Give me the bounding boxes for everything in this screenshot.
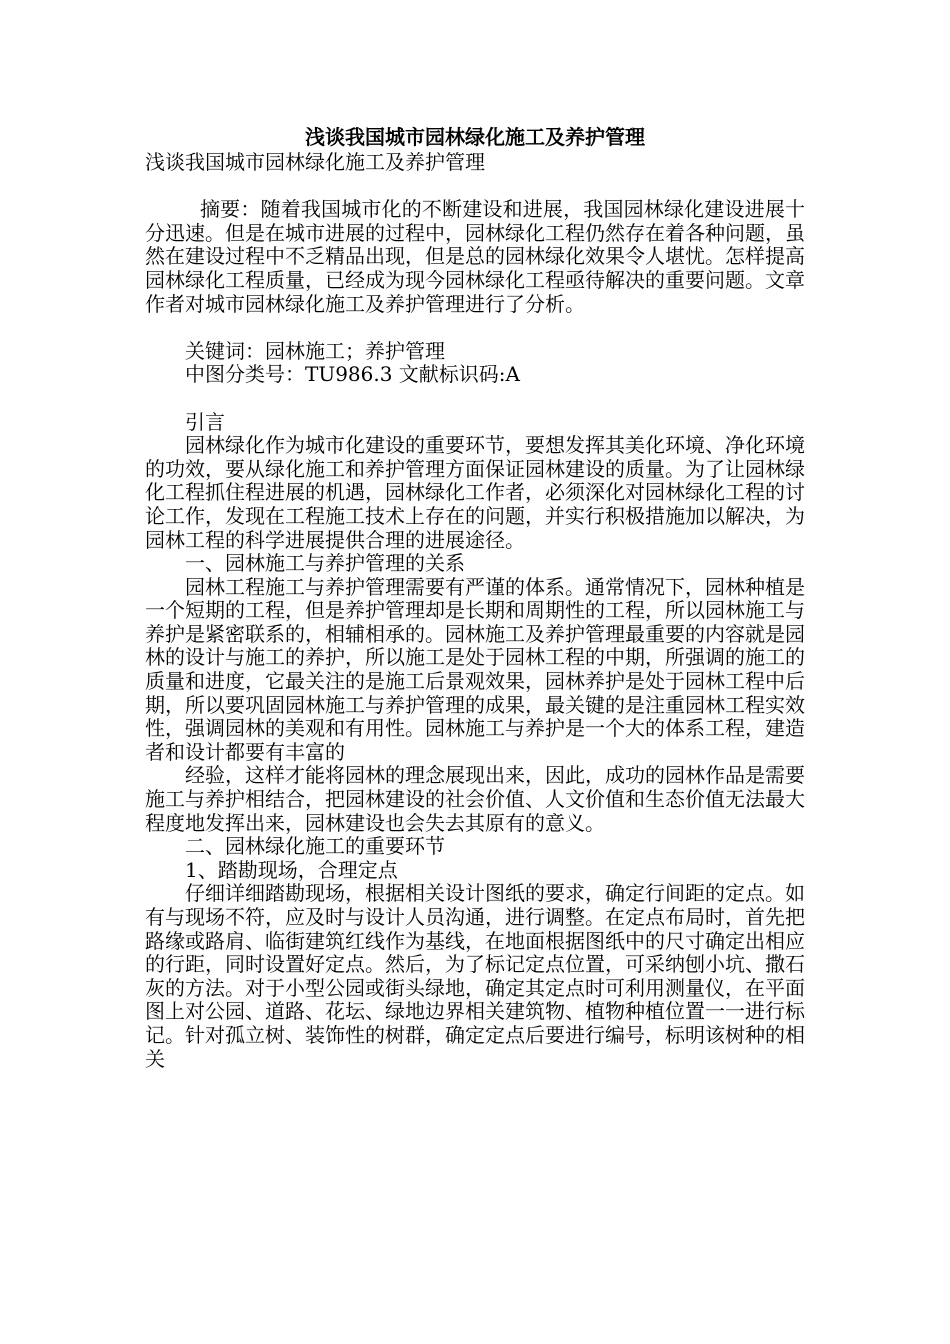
document-subtitle: 浅谈我国城市园林绿化施工及养护管理 — [145, 150, 485, 174]
section2-heading: 二、园林绿化施工的重要环节 — [185, 834, 445, 859]
abstract-paragraph: 摘要：随着我国城市化的不断建设和进展，我国园林绿化建设进展十分迅速。但是在城市进展的过程中，园林绿化工程仍然存在着各种问题，虽然在建设过程中不乏精品出现，但是总的园林绿化效果令人堪忧。怎样提高园林绿化工程质量，已经成为现今园林绿化工程亟待解决的重要问题。文章作者对城市园林绿化施工及养护管理进行了分析。 — [145, 197, 805, 316]
classification-line: 中图分类号：TU986.3 文献标识码:A — [185, 362, 520, 387]
document-title: 浅谈我国城市园林绿化施工及养护管理 — [305, 125, 645, 149]
blank-line — [145, 175, 805, 199]
section1-heading: 一、园林施工与养护管理的关系 — [185, 551, 465, 576]
section2-subheading-1: 1、踏勘现场，合理定点 — [185, 857, 398, 882]
intro-heading: 引言 — [185, 409, 225, 434]
blank-line — [145, 387, 805, 411]
blank-line — [145, 316, 805, 340]
section2-sub1-paragraph: 仔细详细踏勘现场，根据相关设计图纸的要求，确定行间距的定点。如有与现场不符，应及时与设计人员沟通，进行调整。在定点布局时，首先把路缘或路肩、临街建筑红线作为基线，在地面根据图纸中的尺寸确定出相应的行距，同时设置好定点。然后，为了标记定点位置，可采纳刨小坑、撒石灰的方法。对于小型公园或街头绿地，确定其定点时可利用测量仪，在平面图上对公园、道路、花坛、绿地边界相关建筑物、植物种植位置一一进行标记。针对孤立树、装饰性的树群，确定定点后要进行编号，标明该树种的相关 — [145, 881, 805, 1071]
intro-paragraph: 园林绿化作为城市化建设的重要环节，要想发挥其美化环境、净化环境的功效，要从绿化施工和养护管理方面保证园林建设的质量。为了让园林绿化工程抓住程进展的机遇，园林绿化工作者，必须深化对园林绿化工程的讨论工作，发现在工程施工技术上存在的问题，并实行积极措施加以解决，为园林工程的科学进展提供合理的进展途径。 — [145, 433, 805, 552]
keywords-line: 关键词：园林施工；养护管理 — [185, 338, 445, 363]
document-body — [145, 151, 805, 1071]
section1-paragraph-1: 园林工程施工与养护管理需要有严谨的体系。通常情况下，园林种植是一个短期的工程，但是养护管理却是长期和周期性的工程，所以园林施工与养护是紧密联系的，相辅相承的。园林施工及养护管理最重要的内容就是园林的设计与施工的养护，所以施工是处于园林工程的中期，所强调的施工的质量和进度，它最关注的是施工后景观效果，园林养护是处于园林工程中后期，所以要巩固园林施工与养护管理的成果，最关键的是注重园林工程实效性，强调园林的美观和有用性。园林施工与养护是一个大的体系工程，建造者和设计都要有丰富的 — [145, 574, 805, 764]
section1-paragraph-2: 经验，这样才能将园林的理念展现出来，因此，成功的园林作品是需要施工与养护相结合，把园林建设的社会价值、人文价值和生态价值无法最大程度地发挥出来，园林建设也会失去其原有的意义。 — [145, 763, 805, 835]
